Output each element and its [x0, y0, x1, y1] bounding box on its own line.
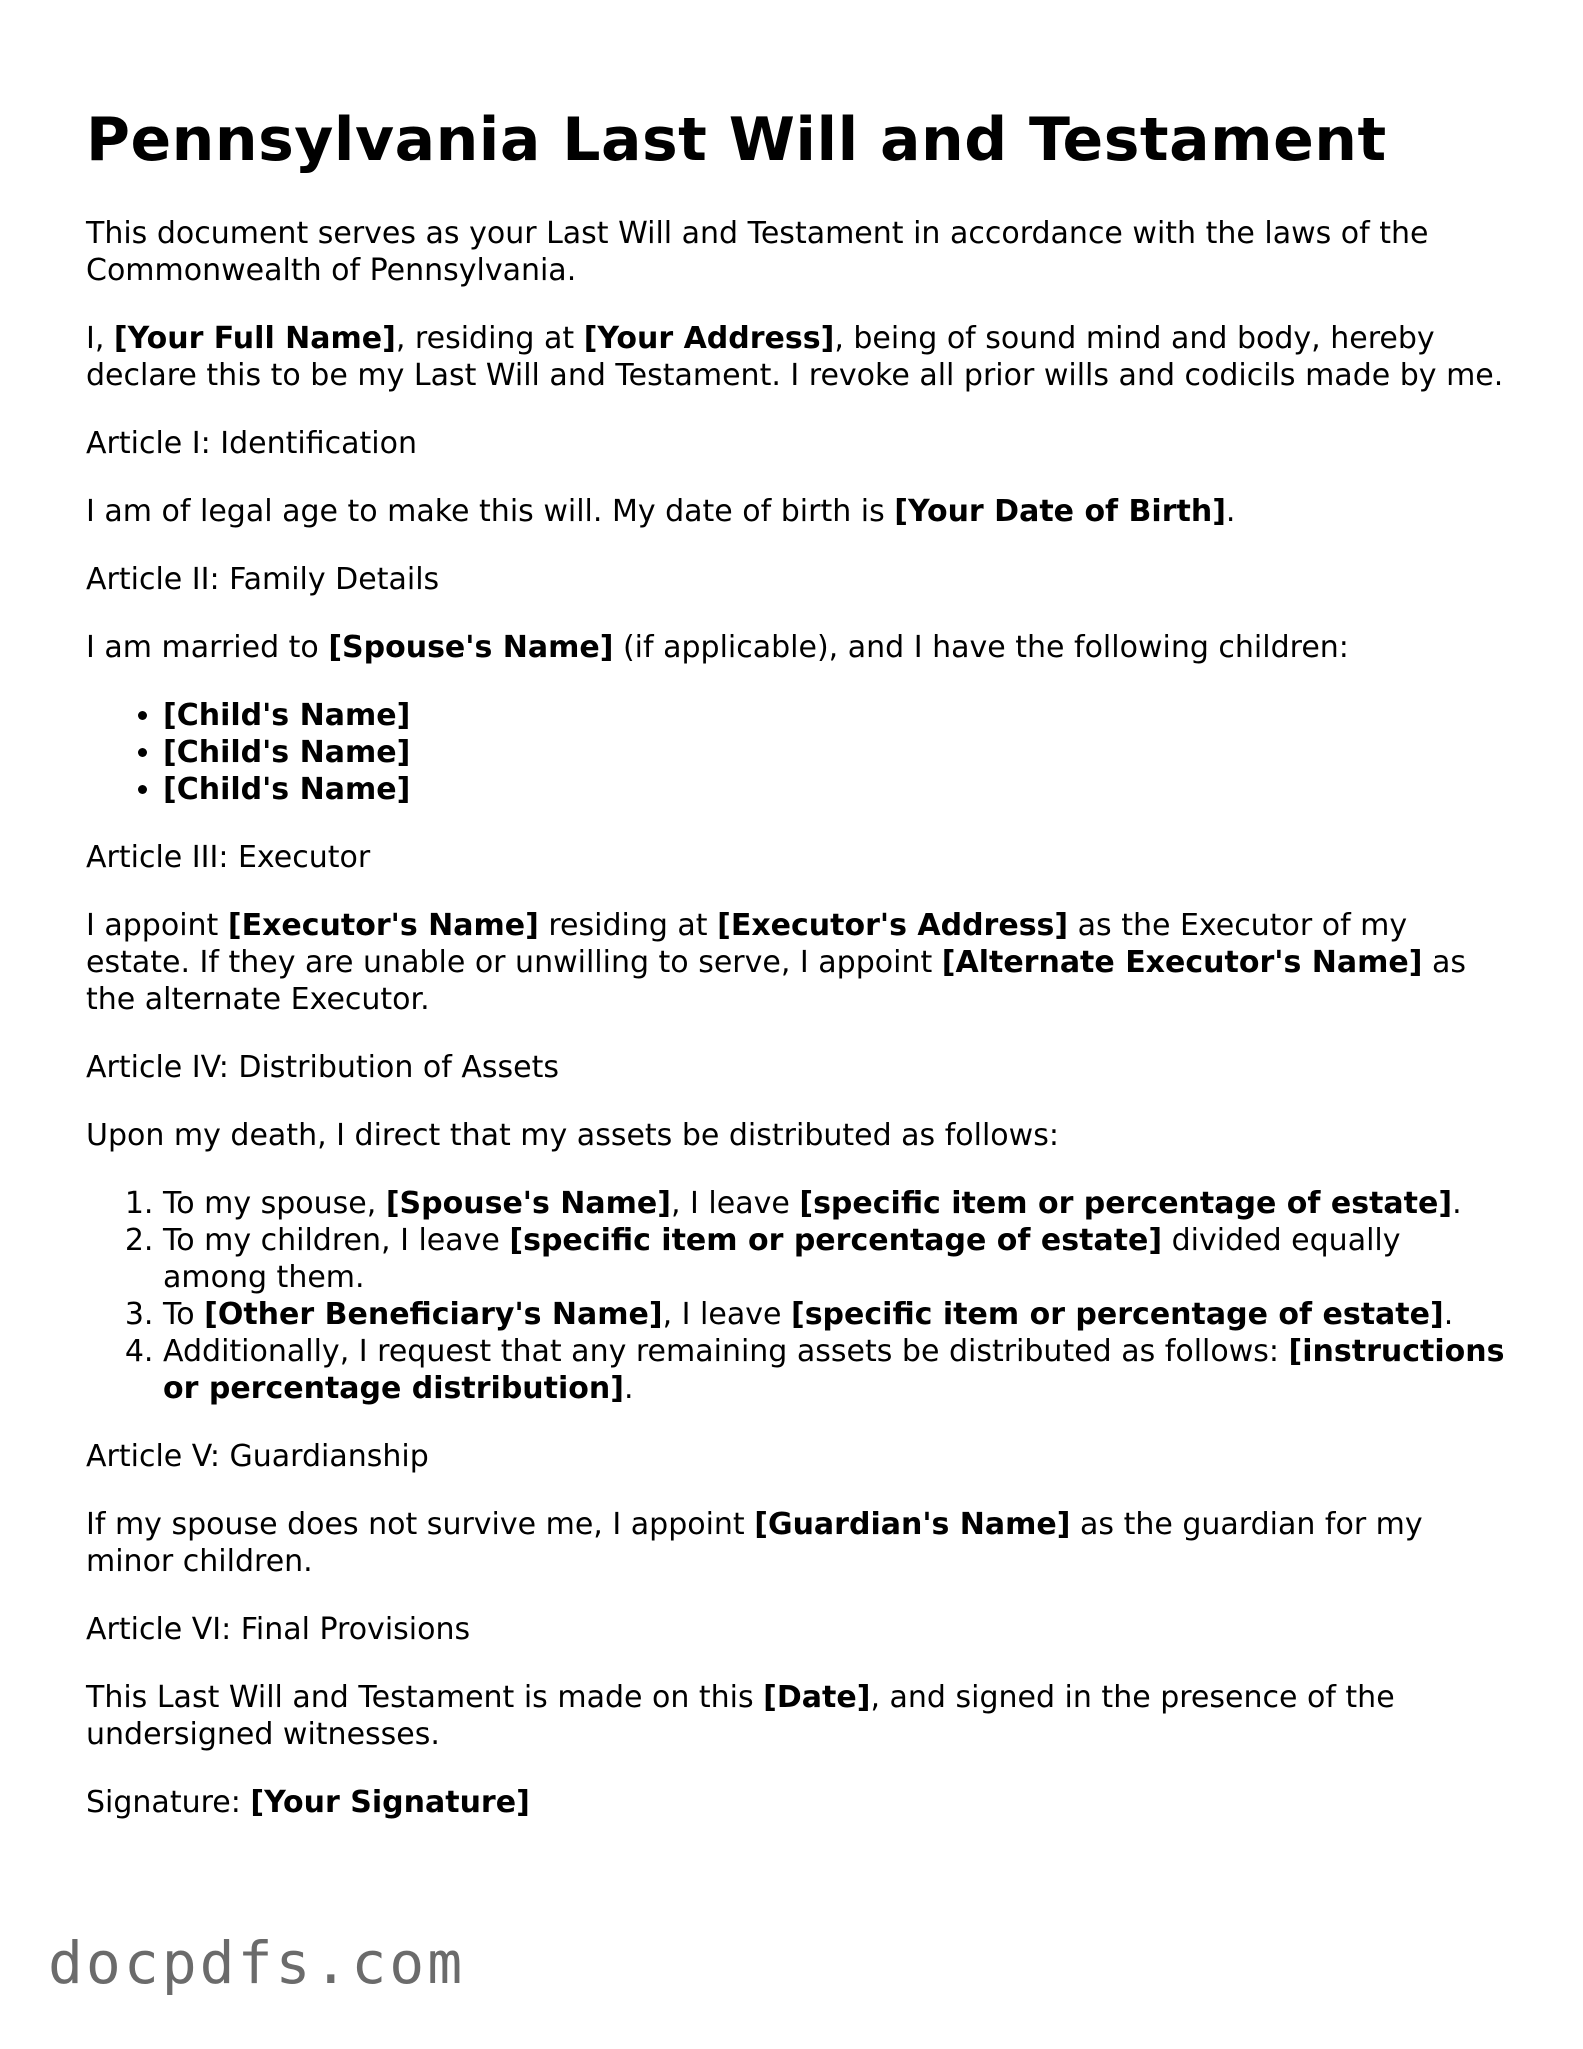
full-name-placeholder: [Your Full Name]	[113, 321, 396, 356]
list-item	[163, 734, 1506, 771]
item-text: , I leave	[662, 1297, 791, 1332]
guardian-name-placeholder: [Guardian's Name]	[754, 1507, 1071, 1542]
child-name-placeholder: [Child's Name]	[163, 698, 411, 733]
list-item	[163, 1296, 1506, 1333]
instructions-placeholder: [instructions or percentage distribution]	[163, 1334, 1505, 1406]
article-3-text: I appoint	[86, 908, 228, 943]
item-text: .	[1452, 1186, 1462, 1221]
gift-placeholder: [specific item or percentage of estate]	[509, 1223, 1163, 1258]
gift-placeholder: [specific item or percentage of estate]	[799, 1186, 1453, 1221]
article-2-text: (if applicable), and I have the following children:	[613, 630, 1349, 665]
article-5-text: as the guardian for my minor children.	[86, 1507, 1423, 1579]
article-2-heading: Article II: Family Details	[86, 562, 440, 597]
declaration-text: , being of sound mind and body, hereby declare this to be my Last Will and Testament. I revoke all prior wills and codicils made by me.	[86, 321, 1504, 393]
declaration-text: I,	[86, 321, 114, 356]
item-text: To my spouse,	[163, 1186, 386, 1221]
signature-label: Signature:	[86, 1785, 251, 1820]
spouse-name-placeholder: [Spouse's Name]	[385, 1186, 671, 1221]
intro-paragraph: This document serves as your Last Will and Testament in accordance with the laws of the Commonwealth of Pennsylvania.	[86, 216, 1429, 288]
child-name-placeholder: [Child's Name]	[163, 735, 411, 770]
article-3-text: as the alternate Executor.	[86, 945, 1466, 1017]
declaration-paragraph	[86, 320, 1506, 394]
list-item	[163, 1185, 1506, 1222]
watermark: docpdfs.com	[48, 1929, 466, 1997]
gift-placeholder: [specific item or percentage of estate]	[790, 1297, 1444, 1332]
dob-placeholder: [Your Date of Birth]	[894, 494, 1226, 529]
list-item	[163, 1222, 1506, 1296]
article-3-text: residing at	[538, 908, 718, 943]
item-text: Additionally, I request that any remaining assets be distributed as follows:	[163, 1334, 1289, 1369]
article-1-body	[86, 493, 1506, 530]
item-text: , I leave	[670, 1186, 800, 1221]
article-4-heading: Article IV: Distribution of Assets	[86, 1050, 559, 1085]
distribution-list	[86, 1185, 1506, 1407]
article-2-body	[86, 629, 1506, 666]
article-3-text: as the Executor of my estate. If they are unable or unwilling to serve, I appoint	[86, 908, 1408, 980]
article-1-heading: Article I: Identification	[86, 426, 417, 461]
item-text: .	[1443, 1297, 1454, 1332]
executor-name-placeholder: [Executor's Name]	[227, 908, 539, 943]
executor-address-placeholder: [Executor's Address]	[717, 908, 1069, 943]
item-text: .	[623, 1371, 634, 1406]
article-6-text: This Last Will and Testament is made on this	[86, 1680, 764, 1715]
article-3-body	[86, 907, 1506, 1018]
item-text: To my children, I leave	[163, 1223, 510, 1258]
children-list	[86, 697, 1506, 808]
article-6-text: , and signed in the presence of the undersigned witnesses.	[86, 1680, 1395, 1752]
article-5-heading: Article V: Guardianship	[86, 1439, 429, 1474]
list-item	[163, 697, 1506, 734]
article-3-heading: Article III: Executor	[86, 840, 371, 875]
article-4-intro: Upon my death, I direct that my assets be distributed as follows:	[86, 1118, 1059, 1153]
child-name-placeholder: [Child's Name]	[163, 772, 411, 807]
article-1-text: I am of legal age to make this will. My date of birth is	[86, 494, 895, 529]
article-6-heading: Article VI: Final Provisions	[86, 1612, 471, 1647]
address-placeholder: [Your Address]	[583, 321, 835, 356]
list-item	[163, 771, 1506, 808]
signature-placeholder: [Your Signature]	[250, 1785, 530, 1820]
signature-line	[86, 1784, 1506, 1821]
alternate-executor-placeholder: [Alternate Executor's Name]	[941, 945, 1423, 980]
article-5-body	[86, 1506, 1506, 1580]
article-5-text: If my spouse does not survive me, I appoint	[86, 1507, 755, 1542]
item-text: divided equally among them.	[163, 1223, 1401, 1295]
date-placeholder: [Date]	[763, 1680, 871, 1715]
spouse-name-placeholder: [Spouse's Name]	[328, 630, 614, 665]
item-text: To	[163, 1297, 205, 1332]
beneficiary-name-placeholder: [Other Beneficiary's Name]	[204, 1297, 663, 1332]
document-title: Pennsylvania Last Will and Testament	[86, 105, 1387, 175]
declaration-text: , residing at	[395, 321, 584, 356]
document-page	[86, 100, 1506, 1852]
article-1-text: .	[1225, 494, 1236, 529]
article-2-text: I am married to	[86, 630, 329, 665]
list-item	[163, 1333, 1506, 1407]
article-6-body	[86, 1679, 1506, 1753]
